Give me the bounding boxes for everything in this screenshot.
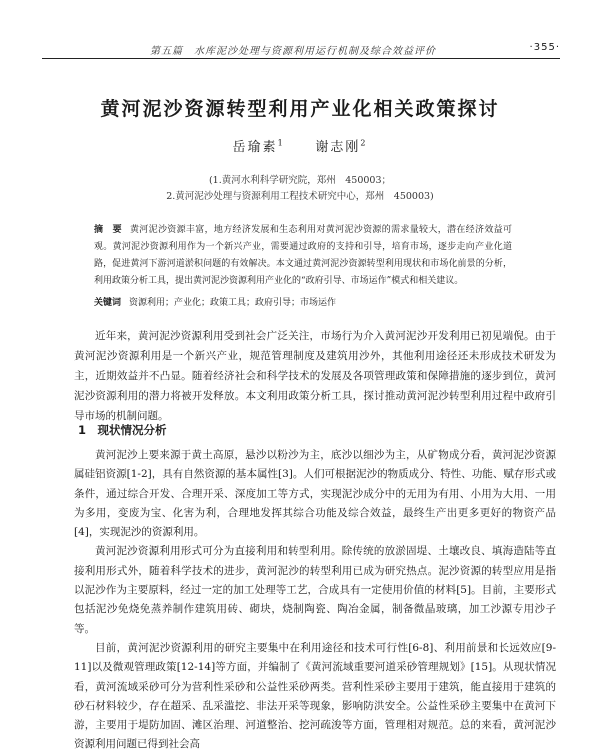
author-name: 岳瑜素 <box>232 140 278 155</box>
body-paragraph: 黄河泥沙资源利用形式可分为直接利用和转型利用。除传统的放淤固堤、土壤改良、填海造陆等直接利用形式外，随着科学技术的进步，黄河泥沙的转型利用已成为研究热点。泥沙资源的转型应用是指以泥沙作为主要原料，经过一定的加工处理等工艺，合成具有一定使用价值的材料[5]。目前，主要形式包括泥沙免烧免蒸养制作建筑用砖、砌块，烧制陶瓷、陶冶金属，制备微晶玻璃，加工沙源专用沙子等。 <box>74 545 556 635</box>
keywords-label: 关键词 <box>94 298 122 308</box>
running-head-title: 第五篇 水库泥沙处理与资源利用运行机制及综合效益评价 <box>150 46 436 57</box>
abstract-label: 摘 要 <box>94 225 122 235</box>
author-line <box>0 136 600 155</box>
page-number: ·355· <box>529 42 560 53</box>
body-paragraph: 黄河泥沙上要来源于黄土高原，悬沙以粉沙为主，底沙以细沙为主，从矿物成分看，黄河泥沙资源属硅铝资源[1-2]，具有自然资源的基本属性[3]。人们可根据泥沙的物质成分、特性、功能、赋存形式或条件，通过综合开发、合理开采、深度加工等方式，实现泥沙成分中的无用为有用、小用为大用、一用为多用，变废为宝、化害为利，合理地发挥其综合功能及综合效益，最终生产出更多更好的物资产品[4]，实现泥沙的资源利用。 <box>74 449 556 539</box>
keywords <box>94 296 512 310</box>
intro-paragraph: 近年来，黄河泥沙资源利用受到社会广泛关注，市场行为介入黄河泥沙开发利用已初见端倪。由于黄河泥沙资源利用是一个新兴产业，规范管理制度及建筑用沙外，其他利用途径还未形成技术研发为主，近期效益并不凸显。随着经济社会和科学技术的发展及各项管理政策和保障措施的逐步到位，黄河泥沙资源利用的潜力将被开发释放。本文利用政策分析工具，探讨推动黄河泥沙转型利用过程中政府引导市场的机制问题。 <box>74 330 556 422</box>
header-rule <box>42 58 560 59</box>
paper-title: 黄河泥沙资源转型利用产业化相关政策探讨 <box>100 98 500 120</box>
section-body <box>74 446 556 755</box>
body-paragraph: 目前，黄河泥沙资源利用的研究主要集中在利用途径和技术可行性[6-8]、利用前景和长远效应[9-11]以及微观管理政策[12-14]等方面，并编制了《黄河流域重要河道采砂管理规划》[15]。从现状情况看，黄河流域采砂可分为营利性采砂和公益性采砂两类。营利性采砂主要用于建筑，能直接用于建筑的砂石材料较少，存在超采、乱采滥挖、非法开采等现象，影响防洪安全。公益性采砂主要集中在黄河下游，主要用于堤防加固、滩区治理、河道整治、挖河疏浚等方面，管理相对规范。总的来看，黄河泥沙资源利用问题已得到社会高 <box>74 641 556 751</box>
affiliation-line: (1.黄河水利科学研究院，郑州 450003； <box>208 175 392 186</box>
affiliation-line: 2.黄河泥沙处理与资源利用工程技术研究中心，郑州 450003) <box>166 191 434 202</box>
author-affil-mark: 1 <box>277 138 285 148</box>
abstract-text: 黄河泥沙资源丰富，地方经济发展和生态利用对黄河泥沙资源的需求量较大，潜在经济效益可观。黄河泥沙资源利用作为一个新兴产业，需要通过政府的支持和引导，培育市场，逐步走向产业化道路，促进黄河下游河道淤积问题的有效解决。本文通过黄河泥沙资源转型利用现状和市场化前景的分析，利用政策分析工具，提出黄河泥沙资源利用产业化的“政府引导、市场运作”模式和相关建议。 <box>94 225 512 286</box>
abstract <box>94 222 512 290</box>
section-heading: 1 现状情况分析 <box>78 423 167 437</box>
author-name: 谢志刚 <box>315 140 361 155</box>
keywords-text: 资源利用；产业化；政策工具；政府引导；市场运作 <box>129 298 337 308</box>
author-affil-mark: 2 <box>360 138 368 148</box>
